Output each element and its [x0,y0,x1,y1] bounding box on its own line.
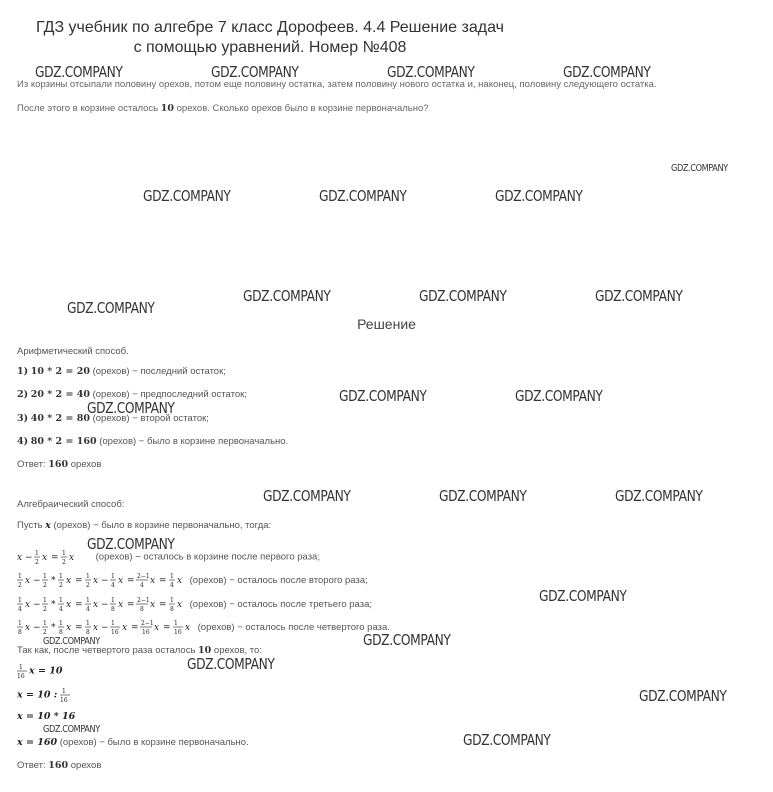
svg-text:−: − [25,553,33,563]
watermark: GDZ.COMPANY [67,299,155,317]
solve-step-1: 1 16 x = 10 [17,664,63,680]
svg-text:2: 2 [35,559,39,566]
svg-text:4: 4 [170,582,174,589]
watermark: GDZ.COMPANY [563,63,651,81]
arith-title: Арифметический способ. [17,346,129,357]
svg-text:x: x [93,600,99,610]
equation-3: 1 4 x − 1 2 * 1 4 x = 1 4 x − 1 8 x = 2−1 8 x = 1 8 x (орехов) − осталось после третьего раза; [18,597,372,613]
svg-text:1: 1 [18,620,22,627]
alg-intro: Пусть x (орехов) − было в корзине первоначально, тогда: [17,520,272,531]
fraction-1-16-b [60,686,72,704]
svg-text:−: − [33,600,41,610]
alg-title: Алгебраический способ: [17,499,125,510]
svg-text:1: 1 [62,550,66,557]
page-title [0,18,540,58]
svg-text:x: x [177,576,183,586]
svg-text:x: x [93,623,99,633]
watermark: GDZ.COMPANY [639,687,727,705]
equation-4: 1 8 x − 1 2 * 1 8 x = 1 8 x − 1 16 x = 2−1 16 x = 1 16 x (орехов) − осталось после четвертого раза. [18,620,390,636]
svg-text:2: 2 [59,582,63,589]
svg-text:1: 1 [111,620,115,627]
watermark: GDZ.COMPANY [671,163,728,174]
svg-text:8: 8 [140,606,144,613]
svg-text:1: 1 [170,573,174,580]
svg-text:16: 16 [17,673,25,680]
svg-text:1: 1 [43,620,47,627]
svg-text:x: x [25,600,31,610]
svg-text:2−1: 2−1 [137,597,150,604]
svg-text:=: = [75,600,83,610]
watermark: GDZ.COMPANY [439,487,527,505]
since-text: Так как, после четвертого раза осталось 10 орехов, то: [17,645,262,656]
svg-text:x: x [150,600,156,610]
svg-text:x: x [122,623,128,633]
watermark: GDZ.COMPANY [187,655,275,673]
watermark: GDZ.COMPANY [463,731,551,749]
svg-text:x: x [177,600,183,610]
svg-text:x: x [17,553,23,563]
svg-text:=: = [75,623,83,633]
equation-1: x − 1 2 x = 1 2 x (орехов) − осталось в корзине после первого раза; [17,550,320,566]
watermark: GDZ.COMPANY [263,487,351,505]
svg-text:2−1: 2−1 [141,620,154,627]
watermark: GDZ.COMPANY [539,587,627,605]
svg-text:=: = [51,553,59,563]
solve-step-3: x = 10 * 16 [17,711,76,722]
watermark: GDZ.COMPANY [419,287,507,305]
watermark: GDZ.COMPANY [339,387,427,405]
watermark: GDZ.COMPANY [615,487,703,505]
svg-text:4: 4 [140,582,144,589]
svg-text:1: 1 [18,597,22,604]
arith-step-1: 1) 10 * 2 = 20 (орехов) − последний остаток; [17,366,226,377]
svg-text:2−1: 2−1 [137,573,150,580]
svg-text:1: 1 [86,573,90,580]
svg-text:x: x [150,576,156,586]
svg-text:2: 2 [43,629,47,636]
svg-text:1: 1 [59,620,63,627]
svg-text:*: * [51,623,56,633]
arith-step-2: 2) 20 * 2 = 40 (орехов) − предпоследний остаток; [17,389,247,400]
svg-text:1: 1 [35,550,39,557]
svg-text:x: x [93,576,99,586]
watermark: GDZ.COMPANY [595,287,683,305]
watermark: GDZ.COMPANY [243,287,331,305]
svg-text:x: x [66,576,72,586]
solve-step-4: x = 160 (орехов) − было в корзине первоначально. [17,737,249,748]
svg-text:−: − [33,576,41,586]
svg-text:1: 1 [43,597,47,604]
solution-heading: Решение [357,316,416,332]
watermark: GDZ.COMPANY [319,187,407,205]
svg-text:8: 8 [170,606,174,613]
arith-step-3: 3) 40 * 2 = 80 (орехов) − второй остаток; [17,413,209,424]
svg-text:16: 16 [174,629,182,636]
svg-text:x: x [185,623,191,633]
svg-text:2: 2 [62,559,66,566]
equation-2: 1 2 x − 1 2 * 1 2 x = 1 2 x − 1 4 x = 2−1 4 x = 1 4 x (орехов) − осталось после второго раза; [18,573,368,589]
svg-text:1: 1 [86,597,90,604]
watermark: GDZ.COMPANY [43,724,100,735]
svg-text:1: 1 [59,597,63,604]
watermark: GDZ.COMPANY [35,63,123,81]
svg-text:1: 1 [111,597,115,604]
svg-text:2: 2 [43,606,47,613]
svg-text:x: x [118,576,124,586]
svg-text:x: x [154,623,160,633]
watermark: GDZ.COMPANY [87,535,175,553]
watermark: GDZ.COMPANY [387,63,475,81]
fraction-1-16 [17,662,29,680]
answer-1: Ответ: 160 орехов [17,459,102,470]
svg-text:1: 1 [43,573,47,580]
svg-text:1: 1 [19,664,23,671]
task-text-1: Из корзины отсыпали половину орехов, потом еще половину остатка, затем половину нового остатка и, наконец, половину следующего остатка. [17,79,657,90]
svg-text:x: x [118,600,124,610]
svg-text:−: − [101,600,109,610]
watermark: GDZ.COMPANY [143,187,231,205]
watermark: GDZ.COMPANY [515,387,603,405]
arith-step-4: 4) 80 * 2 = 160 (орехов) − было в корзине первоначально. [17,436,289,447]
svg-text:1: 1 [61,688,66,695]
svg-text:8: 8 [18,629,22,636]
watermark: GDZ.COMPANY [43,636,100,647]
svg-text:*: * [51,576,56,586]
svg-text:16: 16 [142,629,150,636]
svg-text:x: x [66,600,72,610]
svg-text:−: − [101,576,109,586]
svg-text:4: 4 [86,606,90,613]
svg-text:x: x [25,576,31,586]
task-text-2: После этого в корзине осталось 10 орехов. Сколько орехов было в корзине первоначально? [17,103,429,114]
svg-text:1: 1 [18,573,22,580]
svg-text:x: x [66,623,72,633]
svg-text:1: 1 [86,620,90,627]
svg-text:=: = [127,600,135,610]
svg-text:1: 1 [59,573,63,580]
svg-text:2: 2 [18,582,22,589]
svg-text:2: 2 [43,582,47,589]
svg-text:4: 4 [18,606,22,613]
svg-text:=: = [163,623,171,633]
watermark: GDZ.COMPANY [495,187,583,205]
svg-text:4: 4 [111,582,115,589]
watermark: GDZ.COMPANY [363,631,451,649]
watermark: GDZ.COMPANY [211,63,299,81]
svg-text:4: 4 [59,606,63,613]
svg-text:1: 1 [111,573,115,580]
svg-text:8: 8 [86,629,90,636]
answer-2: Ответ: 160 орехов [17,760,102,771]
svg-text:8: 8 [59,629,63,636]
svg-text:x: x [42,553,48,563]
title-line-2: с помощью уравнений. Номер №408 [133,39,407,56]
formula-1 [17,548,93,566]
svg-text:*: * [51,600,56,610]
svg-text:8: 8 [111,606,115,613]
svg-text:1: 1 [174,620,178,627]
svg-text:x: x [69,553,75,563]
watermark: GDZ.COMPANY [87,399,175,417]
svg-text:x: x [25,623,31,633]
title-line-1: ГДЗ учебник по алгебре 7 класс Дорофеев. 4.4 Решение задач [36,19,504,36]
svg-text:16: 16 [111,629,119,636]
svg-text:=: = [159,600,167,610]
svg-text:1: 1 [170,597,174,604]
svg-text:2: 2 [86,582,90,589]
svg-text:=: = [75,576,83,586]
solve-step-2: x = 10 : 1 16 [17,686,72,704]
svg-text:16: 16 [59,697,68,704]
svg-text:=: = [159,576,167,586]
svg-text:−: − [101,623,109,633]
svg-text:=: = [127,576,135,586]
svg-text:−: − [33,623,41,633]
svg-text:=: = [131,623,139,633]
